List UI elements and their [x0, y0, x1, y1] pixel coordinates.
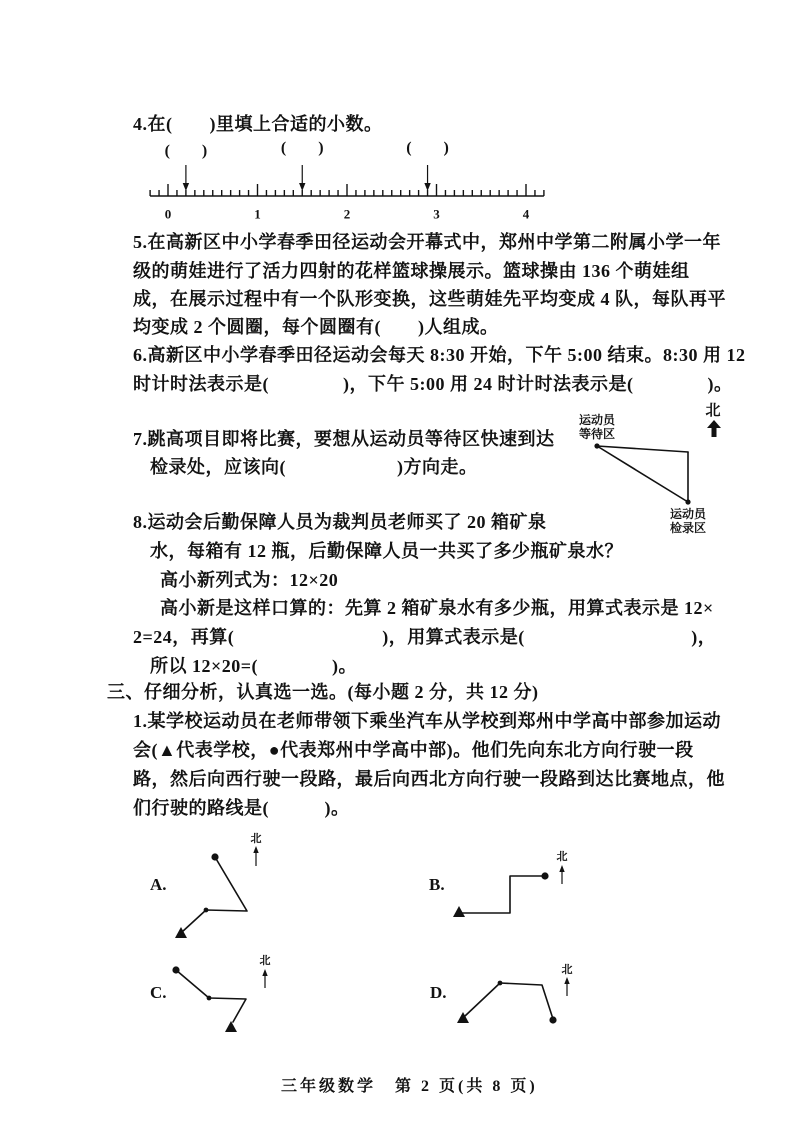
option-c-label: C.: [150, 983, 167, 1002]
option-a-junction-dot: [204, 908, 209, 913]
option-a-label: A.: [150, 875, 167, 894]
q8-line-3: 高小新列式为：12×20: [160, 570, 339, 590]
option-a-route: [182, 857, 247, 932]
option-d-junction-dot: [498, 981, 503, 986]
number-line-ticks: [150, 184, 544, 196]
option-b-destination-dot: [541, 872, 548, 879]
option-d-diagram: [457, 963, 573, 1024]
q6-line-2: 时计时法表示是( )，下午 5:00 用 24 时计时法表示是( )。: [133, 374, 733, 394]
q8-line-2: 水，每箱有 12 瓶，后勤保障人员一共买了多少瓶矿泉水？: [150, 541, 623, 561]
q8-line-6: 所以 12×20=( )。: [150, 656, 358, 676]
number-line-label: 4: [522, 206, 530, 222]
option-a-north-label: 北: [250, 833, 262, 845]
check-in-label-line-2: 检录区: [669, 521, 707, 535]
s3-q1-line-3: 路，然后向西行驶一段路，最后向西北方向行驶一段路到达比赛地点，他: [133, 769, 725, 789]
option-d-label: D.: [430, 983, 447, 1002]
north-arrow-icon: [707, 420, 721, 437]
number-line: [150, 140, 544, 222]
number-line-arrow-down-icon: [299, 183, 305, 191]
q5-line-1: 5.在高新区中小学春季田径运动会开幕式中，郑州中学第二附属小学一年: [133, 232, 721, 252]
waiting-area-dot: [594, 443, 599, 448]
option-a-diagram: [175, 832, 262, 938]
option-c-north-arrowhead-icon: [262, 969, 267, 976]
number-line-arrow-down-icon: [424, 183, 430, 191]
option-a-north-arrowhead-icon: [253, 846, 258, 853]
option-b-school-triangle-icon: [453, 906, 465, 917]
option-c-destination-dot: [172, 966, 179, 973]
q5-line-3: 成，在展示过程中有一个队形变换，这些萌娃先平均变成 4 队，每队再平: [133, 289, 726, 309]
number-line-blank-3: ( ): [406, 139, 449, 157]
waiting-area-label-line-2: 等待区: [578, 427, 616, 441]
number-line-label: 1: [254, 206, 261, 222]
option-b-diagram: [453, 850, 568, 917]
option-c-diagram: [172, 954, 270, 1032]
q7-line-1: 7.跳高项目即将比赛，要想从运动员等待区快速到达: [133, 429, 555, 449]
q5-line-2: 级的萌娃进行了活力四射的花样篮球操展示。篮球操由 136 个萌娃组: [133, 261, 690, 281]
option-c-junction-dot: [207, 996, 212, 1001]
q7-line-2: 检录处，应该向( )方向走。: [150, 457, 478, 477]
q6-line-1: 6.高新区中小学春季田径运动会每天 8:30 开始，下午 5:00 结束。8:30 用 12: [133, 345, 746, 365]
number-line-blank-1: ( ): [164, 142, 208, 160]
option-b-north-label: 北: [556, 851, 568, 863]
option-d-school-triangle-icon: [457, 1012, 469, 1023]
page-footer: 三年级数学 第 2 页(共 8 页): [281, 1078, 538, 1095]
q7-diagonal-edge: [597, 446, 688, 502]
option-d-north-arrowhead-icon: [564, 977, 569, 984]
q7-top-edge: [597, 446, 688, 452]
s3-q1-line-2: 会(▲代表学校，●代表郑州中学高中部)。他们先向东北方向行驶一段: [133, 740, 694, 760]
q5-line-4: 均变成 2 个圆圈，每个圆圈有( )人组成。: [133, 317, 499, 337]
check-in-area-dot: [685, 499, 690, 504]
check-in-label-line-1: 运动员: [669, 507, 707, 521]
q7-north-label: 北: [705, 403, 721, 419]
q8-line-5: 2=24，再算( )，用算式表示是( )，: [133, 627, 717, 647]
option-d-destination-dot: [549, 1016, 556, 1023]
option-d-route: [465, 983, 553, 1019]
number-line-arrow-down-icon: [183, 183, 189, 191]
q4-title: 4.在( )里填上合适的小数。: [133, 114, 383, 134]
option-b-north-arrowhead-icon: [559, 865, 564, 872]
number-line-label: 2: [343, 206, 351, 222]
q7-direction-diagram: [579, 402, 721, 535]
option-b-route: [462, 876, 545, 913]
s3-q1-line-1: 1.某学校运动员在老师带领下乘坐汽车从学校到郑州中学高中部参加运动: [133, 711, 721, 731]
s3-q1-line-4: 们行驶的路线是( )。: [133, 798, 350, 818]
option-b-label: B.: [429, 875, 445, 894]
q8-line-4: 高小新是这样口算的：先算 2 箱矿泉水有多少瓶，用算式表示是 12×: [160, 598, 714, 618]
waiting-area-label-line-1: 运动员: [578, 413, 616, 427]
option-c-route: [176, 970, 246, 1022]
option-c-school-triangle-icon: [225, 1021, 237, 1032]
number-line-arrows: [183, 165, 431, 191]
option-a-destination-dot: [211, 853, 218, 860]
number-line-blank-2: ( ): [280, 139, 324, 157]
option-c-north-label: 北: [259, 955, 271, 967]
q8-line-1: 8.运动会后勤保障人员为裁判员老师买了 20 箱矿泉: [133, 512, 547, 532]
option-d-north-label: 北: [561, 964, 573, 976]
number-line-label: 0: [164, 206, 172, 222]
section-3-heading: 三、仔细分析，认真选一选。(每小题 2 分，共 12 分): [107, 682, 539, 702]
option-a-school-triangle-icon: [175, 927, 187, 938]
number-line-label: 3: [433, 206, 440, 222]
